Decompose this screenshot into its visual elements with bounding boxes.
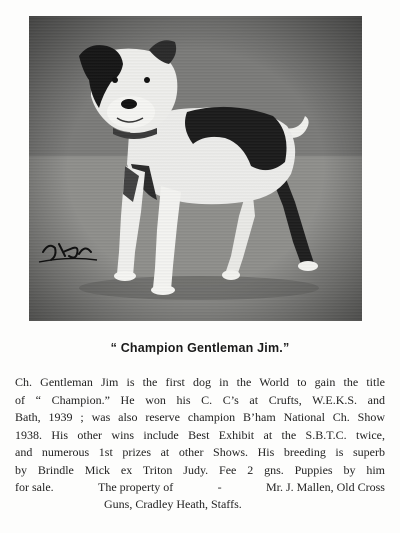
dog-nose [121,99,137,109]
caption-body [15,374,385,497]
property-line [15,479,385,497]
body-line-1: Ch. Gentleman Jim is the first dog in the World to gain the title [15,375,385,389]
dog-rear-paw-left [222,270,240,280]
body-line-4: 1938. His other wins include Best Exhibit at the S.B.T.C. twice, [15,427,385,442]
property-owner: Mr. J. Mallen, Old Cross [265,480,385,494]
body-line-3: Bath, 1939 ; was also reserve champion B’ham National Ch. Show [15,410,385,424]
dog-eye-left [112,77,118,83]
caption-title: “ Champion Gentleman Jim.” [110,341,290,355]
dog-front-paw-right [151,285,175,295]
property-dash: - [217,480,222,494]
dog-photo-illustration [29,16,362,321]
dog-photograph [29,16,362,321]
property-of-label: The property of [97,480,174,494]
body-line-6: by Brindle Mick ex Triton Judy. Fee 2 gns. Puppies by him [15,462,385,477]
dog-rear-paw-right [298,261,318,271]
owner-address: Guns, Cradley Heath, Staffs. [104,497,242,511]
dog-shadow [79,276,319,300]
dog-front-paw-left [114,271,136,281]
body-line-2: of “ Champion.” He won his C. C’s at Crufts, W.E.K.S. and [15,392,385,407]
property-for-sale: for sale. [15,480,54,494]
body-line-5: and numerous 1st prizes at other Shows. His breeding is superb [15,445,385,459]
dog-eye-right [144,77,150,83]
